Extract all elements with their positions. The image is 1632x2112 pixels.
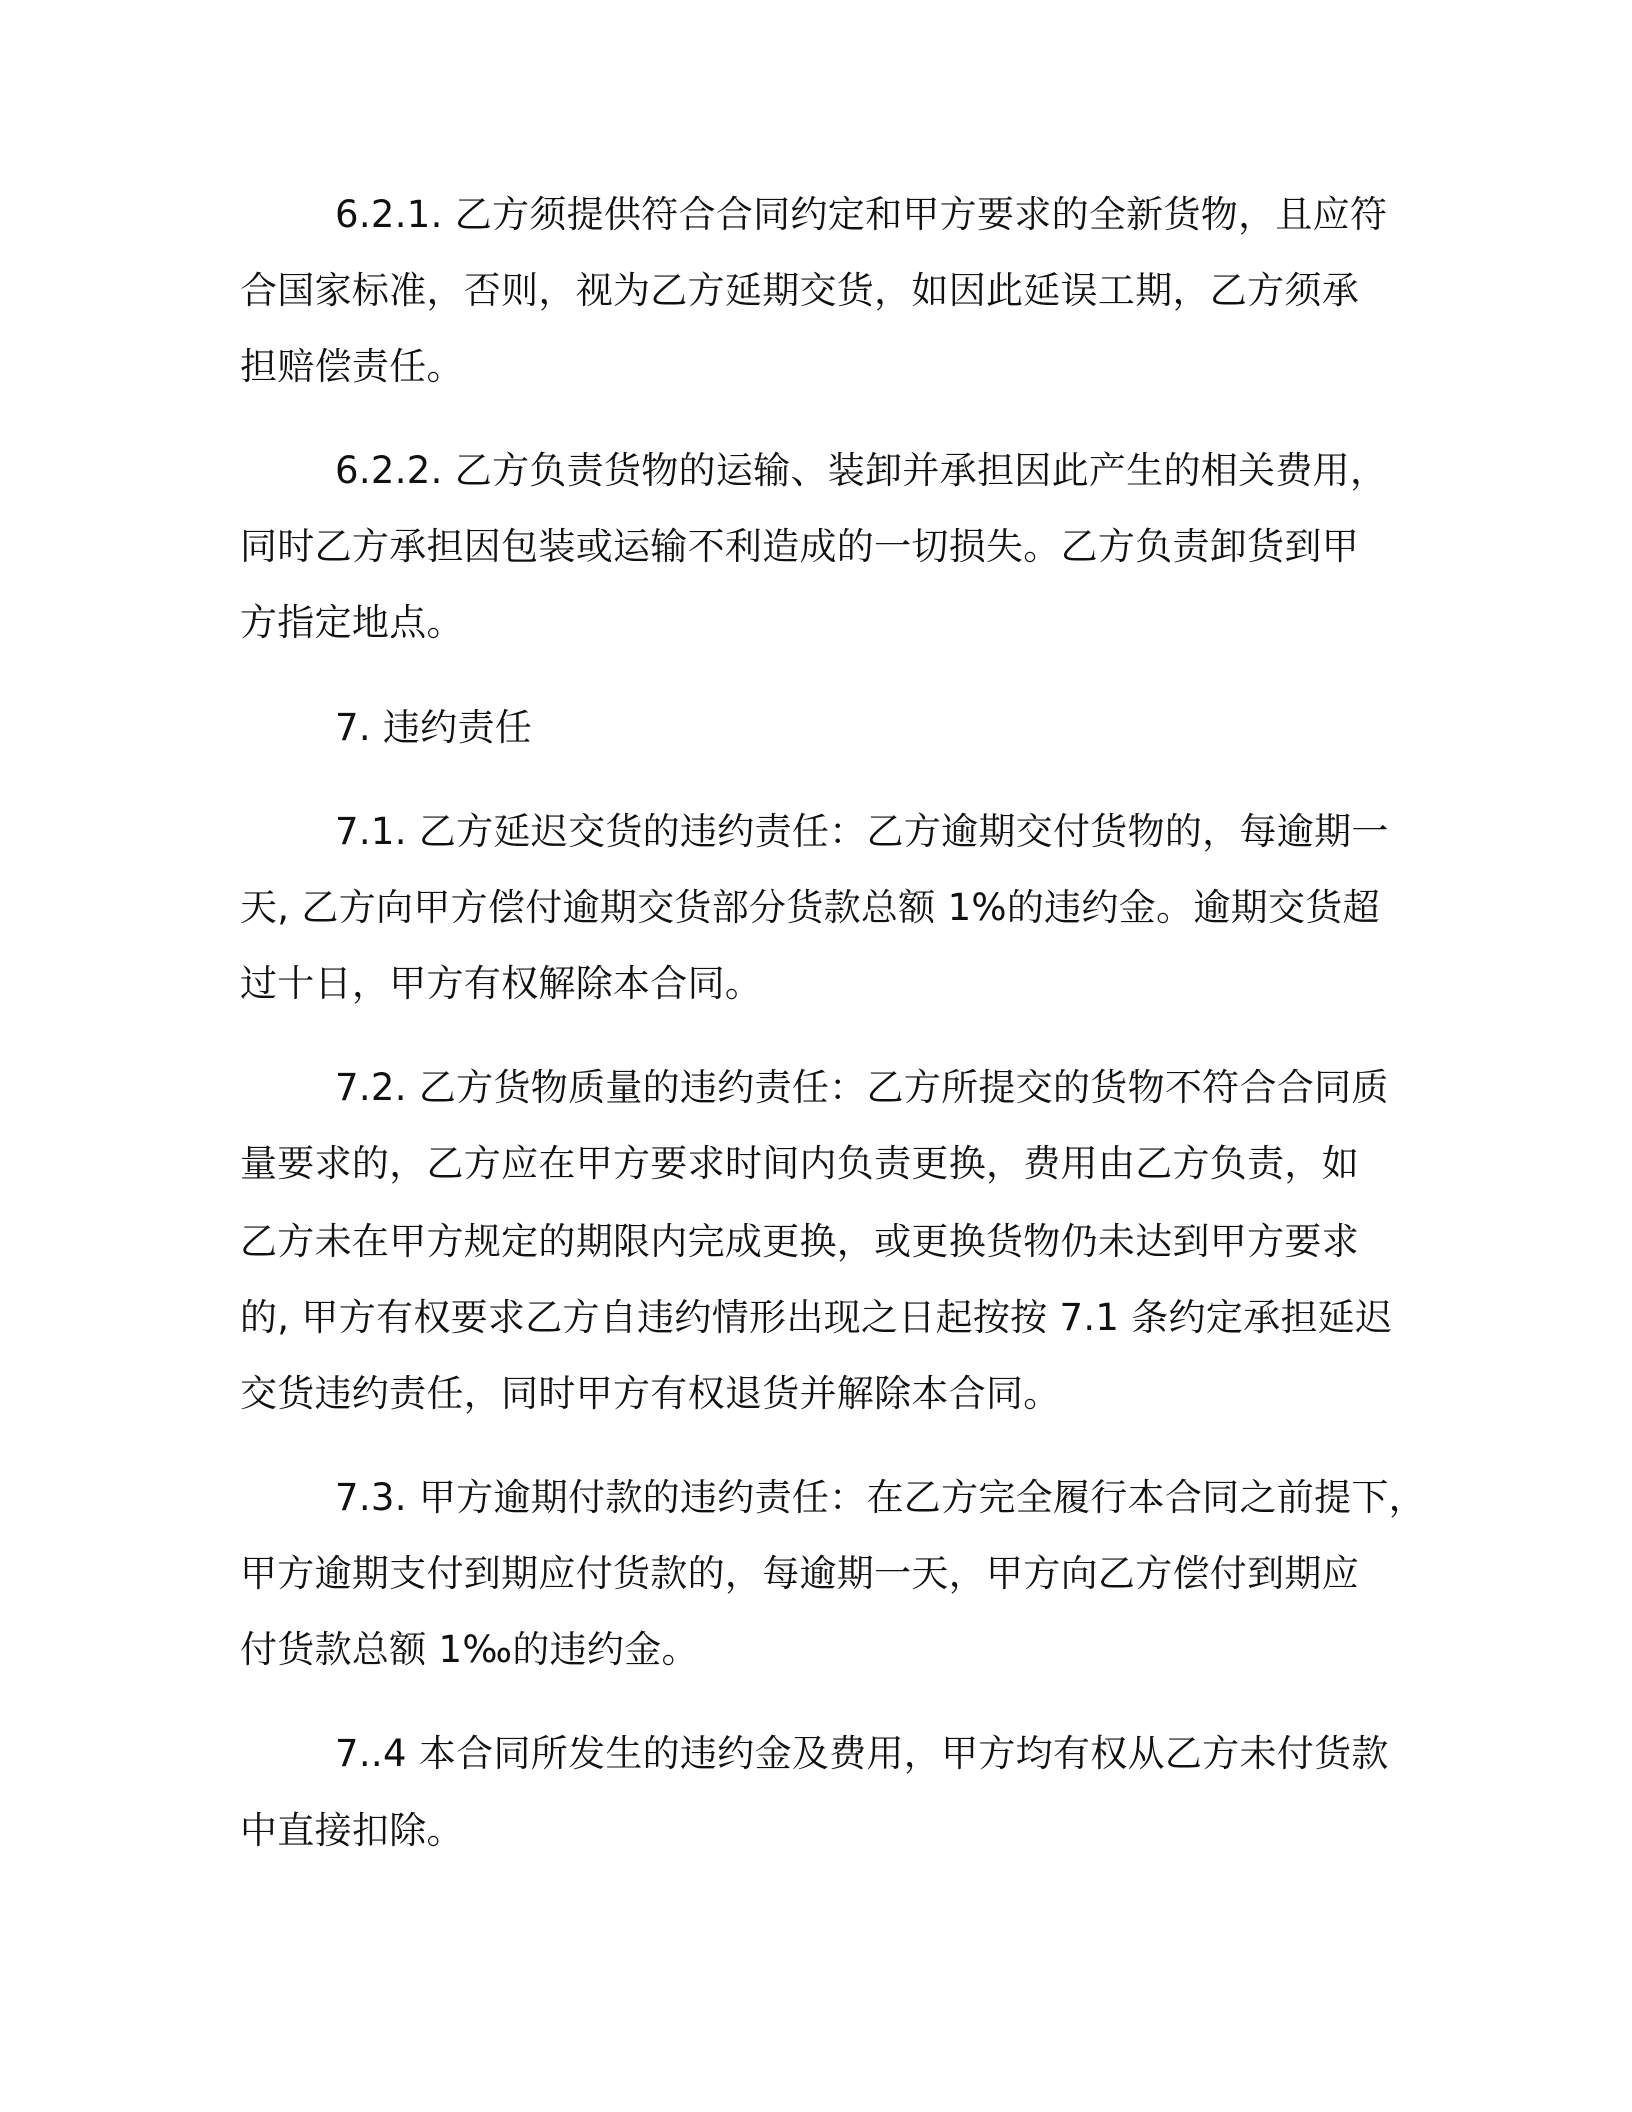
paragraph-line: 7.1. 乙方延迟交货的违约责任：乙方逾期交付货物的，每逾期一 [335,810,1389,853]
paragraph-line: 付货款总额 1‰的违约金。 [240,1628,699,1671]
paragraph-line: 的, 甲方有权要求乙方自违约情形出现之日起按按 7.1 条约定承担延迟 [240,1296,1393,1339]
paragraph-line: 方指定地点。 [240,601,464,644]
paragraph-line: 天, 乙方向甲方偿付逾期交货部分货款总额 1%的违约金。逾期交货超 [240,886,1380,929]
paragraph-line: 乙方未在甲方规定的期限内完成更换，或更换货物仍未达到甲方要求 [240,1220,1359,1263]
paragraph-line: 甲方逾期支付到期应付货款的，每逾期一天，甲方向乙方偿付到期应 [240,1552,1359,1595]
paragraph-line: 7..4 本合同所发生的违约金及费用，甲方均有权从乙方未付货款 [335,1732,1389,1775]
paragraph-line: 7.3. 甲方逾期付款的违约责任：在乙方完全履行本合同之前提下， [335,1476,1426,1519]
paragraph-line: 担赔偿责任。 [240,345,464,388]
paragraph-line: 7.2. 乙方货物质量的违约责任：乙方所提交的货物不符合合同质 [335,1066,1389,1109]
paragraph-line: 6.2.2. 乙方负责货物的运输、装卸并承担因此产生的相关费用， [335,449,1388,492]
paragraph-line: 量要求的，乙方应在甲方要求时间内负责更换，费用由乙方负责，如 [240,1142,1359,1185]
section-heading: 7. 违约责任 [335,706,533,749]
paragraph-line: 中直接扣除。 [240,1809,464,1852]
paragraph-line: 6.2.1. 乙方须提供符合合同约定和甲方要求的全新货物，且应符 [335,193,1388,236]
paragraph-line: 同时乙方承担因包装或运输不利造成的一切损失。乙方负责卸货到甲 [240,525,1359,568]
paragraph-line: 交货违约责任，同时甲方有权退货并解除本合同。 [240,1372,1061,1415]
paragraph-line: 合国家标准，否则，视为乙方延期交货，如因此延误工期，乙方须承 [240,269,1359,312]
paragraph-line: 过十日，甲方有权解除本合同。 [240,962,763,1005]
